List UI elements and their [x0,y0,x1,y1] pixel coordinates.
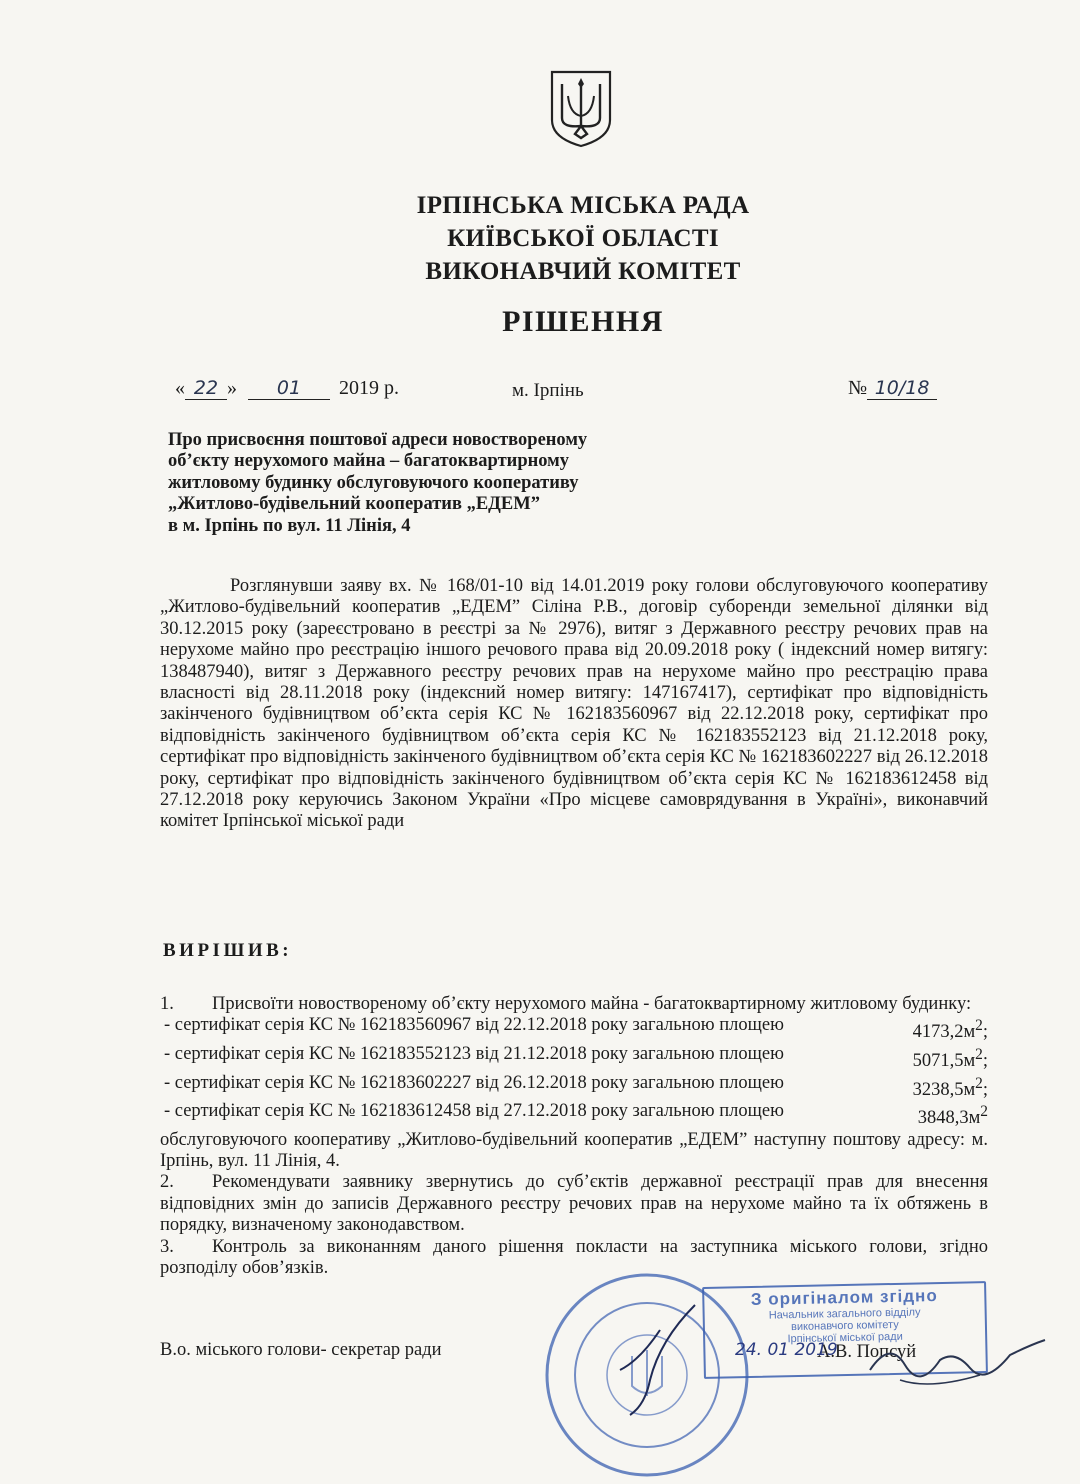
stamp-line: виконавчого комітету [790,1318,899,1334]
stamp-date: 24. 01 2019 [735,1340,838,1360]
decision-place: м. Ірпінь [512,380,584,401]
resolved-heading: ВИРІШИВ: [163,940,293,961]
item-number: 1. [160,994,174,1014]
stamp-line: Ірпінської міської ради [787,1330,903,1346]
date-day: 22 [185,377,227,400]
item-text: Контроль за виконанням даного рішення покласти на заступника міського голови, згідно розподілу обов’язків. [160,1236,988,1279]
decision-item-1 [160,994,988,1015]
stamp-line: Начальник загального відділу [768,1306,921,1322]
certificate-line: - сертифікат серія КС № 162183602227 від 26.12.2018 року загальною площею $3238,5м^2$; [164,1072,988,1100]
region-name: КИЇВСЬКОЇ ОБЛАСТІ [447,225,719,252]
decision-date: « 22 » 01 2019 р. [175,377,399,399]
subject-line: житловому будинку обслуговуючого кооперативу [168,472,579,493]
date-year: 2019 р. [339,377,399,399]
item-1-tail: обслуговуючого кооперативу „Житлово-будівельний кооператив „ЕДЕМ” наступну поштову адресу: м. Ірпінь, вул. 11 Лінія, 4. [160,1129,988,1172]
date-month: 01 [248,377,330,400]
document-title: РІШЕННЯ [502,305,664,338]
item-number: 3. [160,1236,174,1257]
decision-number-value: 10/18 [867,377,937,400]
subject-line: „Житлово-будівельний кооператив „ЕДЕМ” [168,494,540,515]
decision-number: № 10/18 [848,377,937,400]
signatory-position: В.о. міського голови- секретар ради [160,1340,442,1360]
subject-line: Про присвоєння поштової адреси новоствореному [168,430,588,450]
stamp-title: З оригіналом згідно [750,1286,938,1309]
decision-item-2 [160,1172,988,1236]
council-name: ІРПІНСЬКА МІСЬКА РАДА [416,192,750,219]
decision-items [160,994,988,1280]
subject-line: об’єкту нерухомого майна – багатоквартирному [168,451,570,472]
certificate-line: - сертифікат серія КС № 162183612458 від 27.12.2018 року загальною площею $3848,3м^2$ [164,1101,988,1129]
decision-subject [168,430,688,537]
item-text: Рекомендувати заявнику звернутись до суб’єктів державної реєстрації прав для внесення відповідних змін до записів Державного реєстру речових прав на нерухоме майно та їх обтяжень в порядку, визначеному законодавством. [160,1172,988,1236]
trident-emblem-icon [548,68,614,148]
committee-name: ВИКОНАВЧИЙ КОМІТЕТ [425,258,741,285]
subject-line: в м. Ірпінь по вул. 11 Лінія, 4 [168,515,411,536]
certificate-line: - сертифікат серія КС № 162183560967 від 22.12.2018 року загальною площею $4173,2м^2$; [164,1015,988,1043]
certificate-line: - сертифікат серія КС № 162183552123 від 21.12.2018 року загальною площею $5071,5м^2$; [164,1043,988,1072]
preamble-paragraph: Розглянувши заяву вх. № 168/01-10 від 14.01.2019 року голови обслуговуючого кооперативу „Житлово-будівельний кооператив „ЕДЕМ” Сіліна Р.В., договір суборенди земельної ділянки від 30.12.2015 року (зареєстровано в реєстрі за № 2976), витяг з Державного реєстру речових прав на нерухоме майно про реєстрацію іншого речового права від 20.09.2018 року ( індексний номер витягу: 138487940), витяг з Державного реєстру речових прав на нерухоме майно про реєстрацію права власності від 28.11.2018 року (індексний номер витягу: 147167417), сертифікат про відповідність закінченого будівництвом об’єкта серія КС № 162183560967 від 22.12.2018 року, сертифікат про відповідність закінченого будівництвом об’єкта серія КС № 162183552123 від 21.12.2018 року, сертифікат про відповідність закінченого будівництвом об’єкта серія КС № 162183602227 від 26.12.2018 року, сертифікат про відповідність закінченого будівництвом об’єкта серія КС № 162183612458 від 27.12.2018 року керуючись Законом України «Про місцеве самоврядування в Україні», виконавчий комітет Ірпінської міської ради [160,576,988,832]
handwritten-signature-icon [600,1300,720,1420]
handwritten-signature-icon [860,1320,1050,1400]
signatory-name: А.В. Попсуй [817,1342,917,1362]
item-number: 2. [160,1172,174,1193]
item-text: Присвоїти новоствореному об’єкту нерухомого майна - багатоквартирному житловому будинку: [212,994,972,1014]
